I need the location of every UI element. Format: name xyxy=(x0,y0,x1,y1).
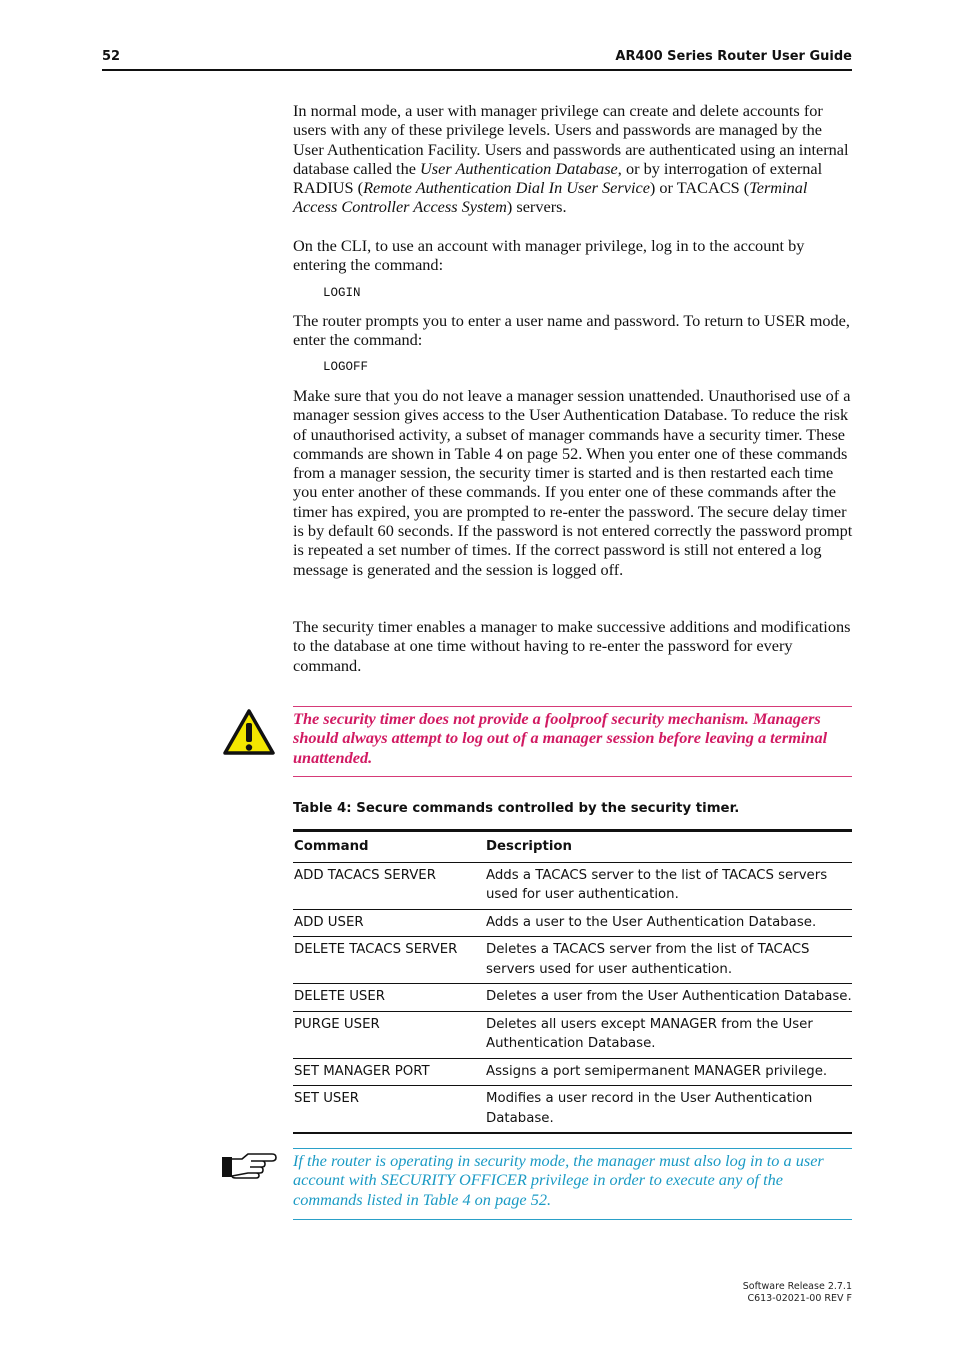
column-header-command: Command xyxy=(293,831,485,863)
paragraph-logoff xyxy=(293,311,853,350)
column-header-description: Description xyxy=(485,831,852,863)
command-cell: DELETE TACACS SERVER xyxy=(293,937,485,984)
software-release: Software Release 2.7.1 xyxy=(742,1281,852,1292)
description-cell: Adds a TACACS server to the list of TACACS servers used for user authentication. xyxy=(485,862,852,909)
table-row xyxy=(293,937,852,984)
command-cell: PURGE USER xyxy=(293,1011,485,1058)
page-footer xyxy=(743,1281,852,1305)
paragraph-login xyxy=(293,236,853,275)
note-top-rule xyxy=(293,1148,852,1149)
description-cell: Deletes all users except MANAGER from the User Authentication Database. xyxy=(485,1011,852,1058)
italic-term: Remote Authentication Dial In User Service xyxy=(363,178,650,198)
text-run: ) servers. xyxy=(506,197,567,217)
command-cell: SET MANAGER PORT xyxy=(293,1058,485,1086)
warning-top-rule xyxy=(293,706,852,707)
warning-bottom-rule xyxy=(293,776,852,777)
text-run: , or by interrogation of external RADIUS ( xyxy=(293,158,823,198)
note-bottom-rule xyxy=(293,1219,852,1220)
paragraph-security-timer xyxy=(293,386,853,579)
italic-term: User Authentication Database xyxy=(420,158,618,178)
table-row xyxy=(293,862,852,909)
command-cell: ADD TACACS SERVER xyxy=(293,862,485,909)
security-timer-paragraph: Make sure that you do not leave a manager session unattended. Unauthorised use of a manager session gives access to the User Authentication Database. To reduce the risk of unauthorised activity, a subset of manager commands have a security timer. These commands are shown in Table 4 on page 52. When you enter one of these commands from a manager session, the security timer is started and is then restarted each time you enter another of these commands. If you enter one of these commands after the timer has expired, you are prompted to re-enter the password. The secure delay timer is by default 60 seconds. If the password is not entered correctly the password prompt is repeated a set number of times. If the correct password is still not entered a log message is generated and the session is logged off. xyxy=(293,386,853,579)
italic-term: Terminal Access Controller Access System xyxy=(293,178,808,217)
logoff-command: LOGOFF xyxy=(323,360,369,374)
warning-triangle-icon xyxy=(222,708,276,756)
command-cell: SET USER xyxy=(293,1086,485,1134)
page-header xyxy=(102,48,852,71)
paragraph-accounts xyxy=(293,101,853,217)
secure-commands-table xyxy=(293,829,852,1134)
login-command: LOGIN xyxy=(323,286,361,300)
description-cell: Deletes a user from the User Authentication Database. xyxy=(485,984,852,1012)
description-cell: Assigns a port semipermanent MANAGER privilege. xyxy=(485,1058,852,1086)
table-row xyxy=(293,1011,852,1058)
table-header-row xyxy=(293,831,852,863)
logoff-paragraph: The router prompts you to enter a user name and password. To return to USER mode, enter the command: xyxy=(293,311,850,350)
document-id: C613-02021-00 REV F xyxy=(747,1293,852,1304)
paragraph-successive xyxy=(293,617,853,675)
table-row xyxy=(293,909,852,937)
warning-text: The security timer does not provide a foolproof security mechanism. Managers should always attempt to log out of a manager session before leaving a terminal unattended. xyxy=(293,709,828,767)
guide-title: AR400 Series Router User Guide xyxy=(615,49,852,64)
page-number: 52 xyxy=(102,49,121,64)
description-cell: Modifies a user record in the User Authentication Database. xyxy=(485,1086,852,1134)
accounts-paragraph xyxy=(293,101,853,217)
table-row xyxy=(293,1058,852,1086)
description-cell: Adds a user to the User Authentication Database. xyxy=(485,909,852,937)
table-caption: Table 4: Secure commands controlled by the security timer. xyxy=(293,801,740,816)
login-paragraph: On the CLI, to use an account with manager privilege, log in to the account by entering the command: xyxy=(293,236,805,275)
table-row xyxy=(293,1086,852,1134)
note-text: If the router is operating in security mode, the manager must also log in to a user account with SECURITY OFFICER privilege in order to execute any of the commands listed in Table 4 on page 52. xyxy=(293,1151,824,1209)
text-run: ) or TACACS ( xyxy=(649,178,750,198)
table-row xyxy=(293,984,852,1012)
pointing-hand-icon xyxy=(220,1150,278,1180)
command-cell: DELETE USER xyxy=(293,984,485,1012)
description-cell: Deletes a TACACS server from the list of TACACS servers used for user authentication. xyxy=(485,937,852,984)
command-cell: ADD USER xyxy=(293,909,485,937)
text-run: In normal mode, a user with manager privilege can create and delete accounts for users with any of these privilege levels. Users and passwords are managed by the User Authentication Facility. Users and passwords are authenticated using an internal database called the xyxy=(293,101,849,178)
successive-paragraph: The security timer enables a manager to make successive additions and modifications to the database at one time without having to re-enter the password for every command. xyxy=(293,617,851,675)
